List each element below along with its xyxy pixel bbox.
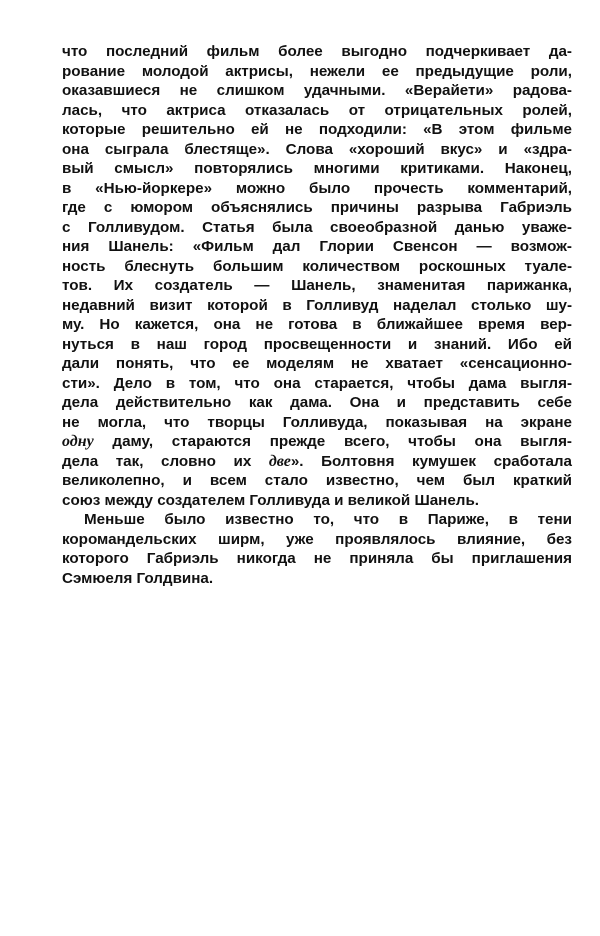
- text-line: Сэмюеля Голдвина.: [62, 569, 214, 587]
- text-line: тов. Их создатель — Шанель, знаменитая парижанка,: [62, 277, 572, 294]
- text-line: коромандельских ширм, уже проявлялось влияние, без: [62, 530, 572, 548]
- paragraph-1: [62, 42, 572, 510]
- text-line: она сыграла блестяще». Слова «хороший вкус» и «здра-: [62, 140, 572, 158]
- text-line: в «Нью-йоркере» можно было прочесть комментарий,: [62, 179, 572, 197]
- text-line: нуться в наш город просвещенности и знаний. Ибо ей: [62, 335, 572, 353]
- text-line: [62, 432, 572, 452]
- book-page: [62, 42, 572, 588]
- text-line: с Голливудом. Статья была своеобразной данью уваже-: [62, 218, 572, 236]
- text-segment: дела так, словно их: [62, 452, 269, 470]
- text-line: оказавшиеся не слишком удачными. «Верайети» радова-: [62, 82, 572, 99]
- text-line: му. Но кажется, она не готова в ближайшее время вер-: [62, 316, 572, 333]
- italic-word: две: [268, 452, 291, 470]
- text-line: где с юмором объяснялись причины разрыва Габриэль: [62, 199, 572, 216]
- text-segment: даму, стараются прежде всего, чтобы она выгля-: [93, 433, 572, 450]
- paragraph-2: [62, 510, 572, 588]
- text-line: вый смысл» повторялись многими критиками. Наконец,: [62, 160, 572, 177]
- text-segment: ». Болтовня кумушек сработала: [290, 452, 573, 470]
- text-line: ния Шанель: «Фильм дал Глории Свенсон — возмож-: [62, 238, 572, 255]
- text-line: Меньше было известно то, что в Париже, в тени: [84, 511, 572, 528]
- text-line: великолепно, и всем стало известно, чем был краткий: [62, 472, 572, 489]
- text-line: сти». Дело в том, что она старается, чтобы дама выгля-: [62, 374, 572, 392]
- text-line: что последний фильм более выгодно подчеркивает да-: [62, 43, 572, 60]
- text-line: дали понять, что ее моделям не хватает «сенсационно-: [62, 355, 572, 372]
- text-line: которого Габриэль никогда не приняла бы приглашения: [62, 550, 572, 567]
- text-line: не могла, что творцы Голливуда, показывая на экране: [62, 413, 572, 431]
- text-line: рование молодой актрисы, нежели ее предыдущие роли,: [62, 62, 572, 80]
- text-line: недавний визит которой в Голливуд наделал столько шу-: [62, 296, 572, 314]
- text-line: союз между создателем Голливуда и великой Шанель.: [62, 491, 480, 509]
- text-line: которые решительно ей не подходили: «В этом фильме: [62, 121, 572, 138]
- text-line: дела действительно как дама. Она и представить себе: [62, 394, 572, 411]
- text-line: [62, 452, 572, 472]
- text-line: ность блеснуть большим количеством роскошных туале-: [62, 257, 572, 275]
- text-line: лась, что актриса отказалась от отрицательных ролей,: [62, 101, 572, 119]
- italic-word: одну: [62, 433, 94, 450]
